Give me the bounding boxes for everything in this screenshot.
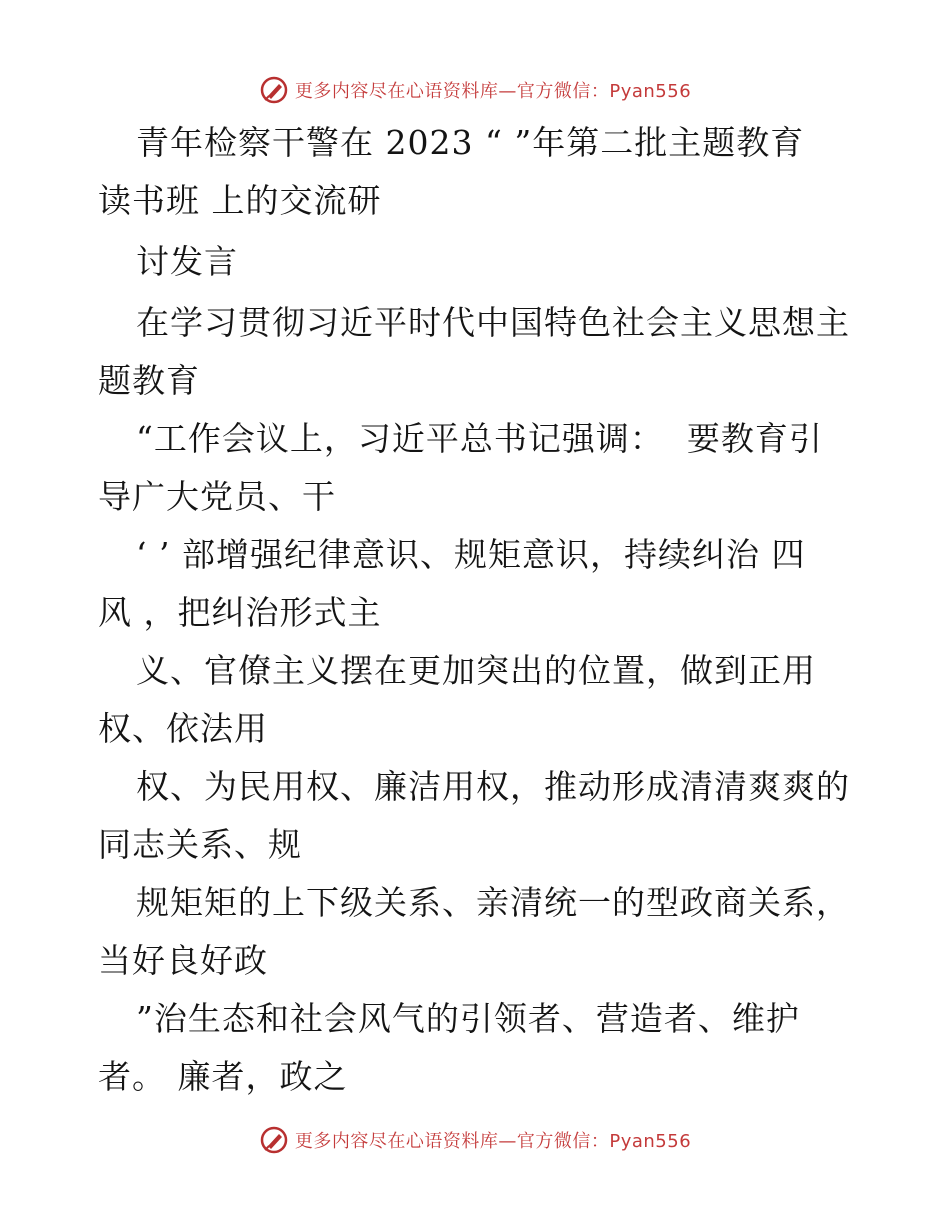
body-line: 者。 廉者，政之 <box>98 1057 348 1096</box>
body-line: 规矩矩的上下级关系、亲清统一的型政商关系， <box>136 883 850 922</box>
pen-logo-icon <box>259 75 289 105</box>
body-line: 题教育 <box>98 361 200 400</box>
body-line: 在学习贯彻习近平时代中国特色社会主义思想主 <box>136 303 850 342</box>
body-line: 权、为民用权、廉洁用权，推动形成清清爽爽的 <box>136 767 850 806</box>
body-line: ”治生态和社会风气的引领者、营造者、维护 <box>136 999 800 1038</box>
body-line: 讨发言 <box>136 242 238 281</box>
body-line: “工作会议上，习近平总书记强调： 要教育引 <box>136 419 823 458</box>
body-line: ‘ ’ 部增强纪律意识、规矩意识，持续纠治 四 <box>136 535 806 574</box>
body-line: 导广大党员、干 <box>98 477 336 516</box>
footer-banner <box>0 1120 950 1160</box>
body-line: 当好良好政 <box>98 941 268 980</box>
footer-banner-text: 更多内容尽在心语资料库—官方微信：Pyan556 <box>294 1131 692 1152</box>
body-line: 同志关系、规 <box>98 825 302 864</box>
pen-logo-icon <box>259 1125 289 1155</box>
body-line: 义、官僚主义摆在更加突出的位置，做到正用 <box>136 651 816 690</box>
header-banner-text: 更多内容尽在心语资料库—官方微信：Pyan556 <box>294 81 692 102</box>
body-line: 权、依法用 <box>98 709 268 748</box>
body-line: 读书班 上的交流研 <box>98 181 382 220</box>
body-line: 风 ，把纠治形式主 <box>98 593 382 632</box>
body-line: 青年检察干警在 2023 “ ”年第二批主题教育 <box>136 123 805 162</box>
header-banner <box>0 70 950 110</box>
